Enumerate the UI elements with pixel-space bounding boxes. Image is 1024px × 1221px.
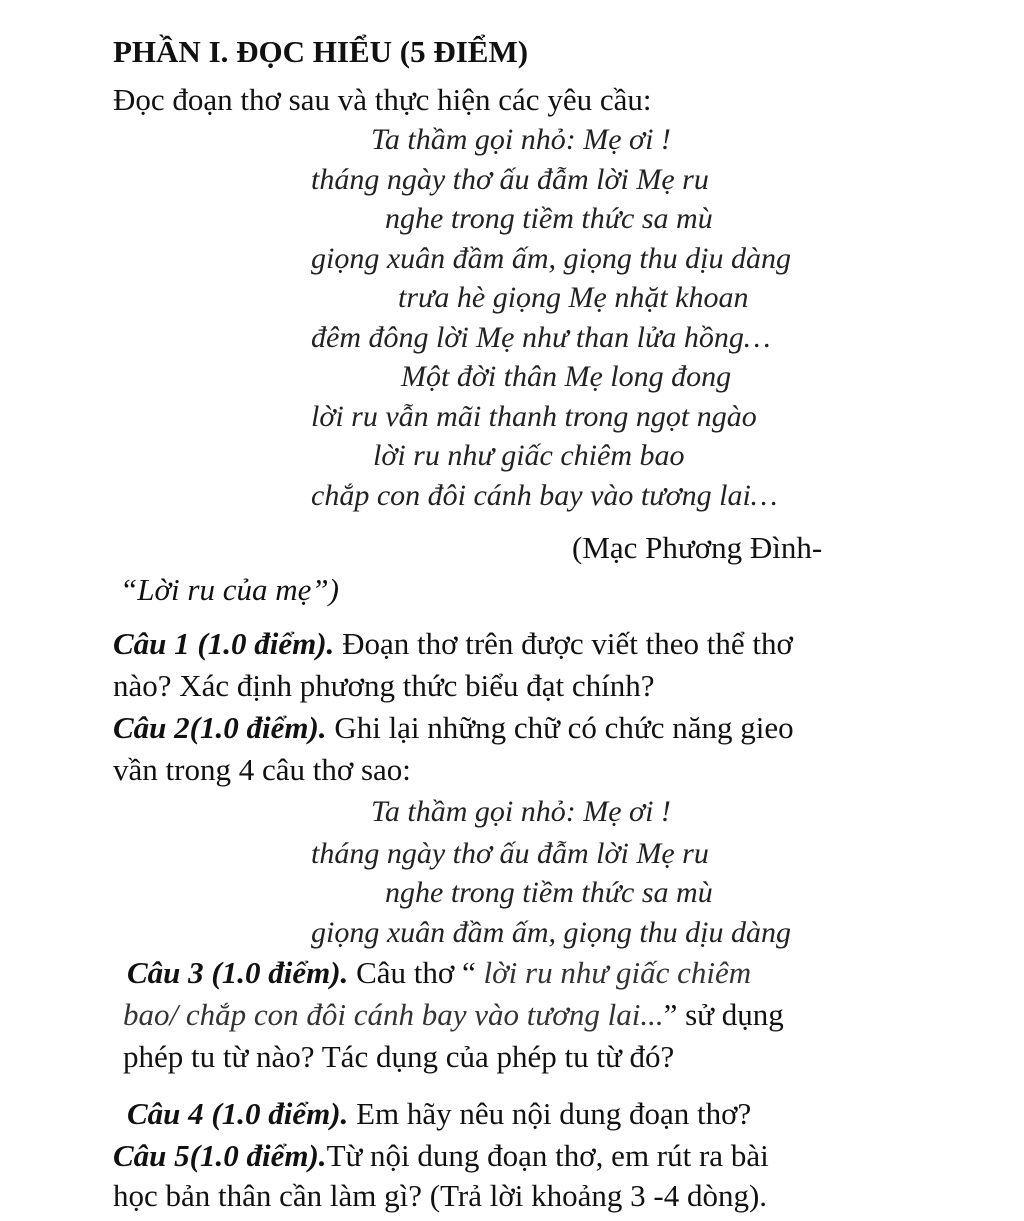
- poem-excerpt-line: nghe trong tiềm thức sa mù: [385, 876, 713, 909]
- question-1-label: Câu 1 (1.0 điểm).: [113, 626, 335, 661]
- question-1-text: Đoạn thơ trên được viết theo thể thơ: [334, 626, 793, 661]
- question-3-text: Câu thơ “: [348, 955, 484, 990]
- question-4-text: Em hãy nêu nội dung đoạn thơ?: [348, 1096, 752, 1131]
- poem-line: nghe trong tiềm thức sa mù: [385, 202, 713, 235]
- question-2-text: Ghi lại những chữ có chức năng gieo: [326, 710, 794, 745]
- question-2: [113, 708, 794, 748]
- section-instruction: Đọc đoạn thơ sau và thực hiện các yêu cầu:: [113, 82, 652, 117]
- poem-excerpt-line: Ta thầm gọi nhỏ: Mẹ ơi !: [371, 795, 671, 828]
- question-3-text-cont: ” sử dụng: [663, 997, 784, 1032]
- question-4-label: Câu 4 (1.0 điểm).: [127, 1096, 349, 1131]
- poem-line: tháng ngày thơ ấu đẫm lời Mẹ ru: [311, 163, 709, 196]
- question-5-text: Từ nội dung đoạn thơ, em rút ra bài: [326, 1138, 769, 1173]
- question-5-continued: học bản thân cần làm gì? (Trả lời khoảng 3 -4 dòng).: [113, 1178, 768, 1213]
- question-4: [127, 1094, 751, 1134]
- question-3-continued: [123, 995, 784, 1035]
- poem-line: đêm đông lời Mẹ như than lửa hồng…: [311, 321, 771, 354]
- question-3-quote-cont: bao/ chắp con đôi cánh bay vào tương lai...: [123, 997, 664, 1032]
- question-2-continued: vần trong 4 câu thơ sao:: [113, 752, 411, 787]
- poem-line: Ta thầm gọi nhỏ: Mẹ ơi !: [371, 123, 671, 156]
- source-work: “Lời ru của mẹ”): [120, 572, 339, 607]
- poem-line: trưa hè giọng Mẹ nhặt khoan: [398, 281, 749, 314]
- question-3-line3: phép tu từ nào? Tác dụng của phép tu từ đó?: [123, 1039, 675, 1074]
- source-author: (Mạc Phương Đình-: [572, 530, 823, 565]
- question-5: [113, 1136, 769, 1176]
- poem-line: lời ru vẫn mãi thanh trong ngọt ngào: [311, 400, 757, 433]
- question-1: [113, 624, 793, 664]
- question-3-label: Câu 3 (1.0 điểm).: [127, 955, 349, 990]
- poem-line: Một đời thân Mẹ long đong: [401, 360, 732, 393]
- question-5-label: Câu 5(1.0 điểm).: [113, 1138, 327, 1173]
- poem-excerpt-line: giọng xuân đầm ấm, giọng thu dịu dàng: [311, 916, 791, 949]
- question-3-quote: lời ru như giấc chiêm: [483, 955, 752, 990]
- poem-line: lời ru như giấc chiêm bao: [373, 439, 685, 472]
- section-title: PHẦN I. ĐỌC HIỂU (5 ĐIỂM): [113, 34, 529, 69]
- question-2-label: Câu 2(1.0 điểm).: [113, 710, 327, 745]
- poem-line: chắp con đôi cánh bay vào tương lai…: [311, 479, 778, 512]
- question-3: [127, 953, 751, 993]
- poem-excerpt-line: tháng ngày thơ ấu đẫm lời Mẹ ru: [311, 837, 709, 870]
- poem-line: giọng xuân đầm ấm, giọng thu dịu dàng: [311, 242, 791, 275]
- question-1-continued: nào? Xác định phương thức biểu đạt chính?: [113, 668, 655, 703]
